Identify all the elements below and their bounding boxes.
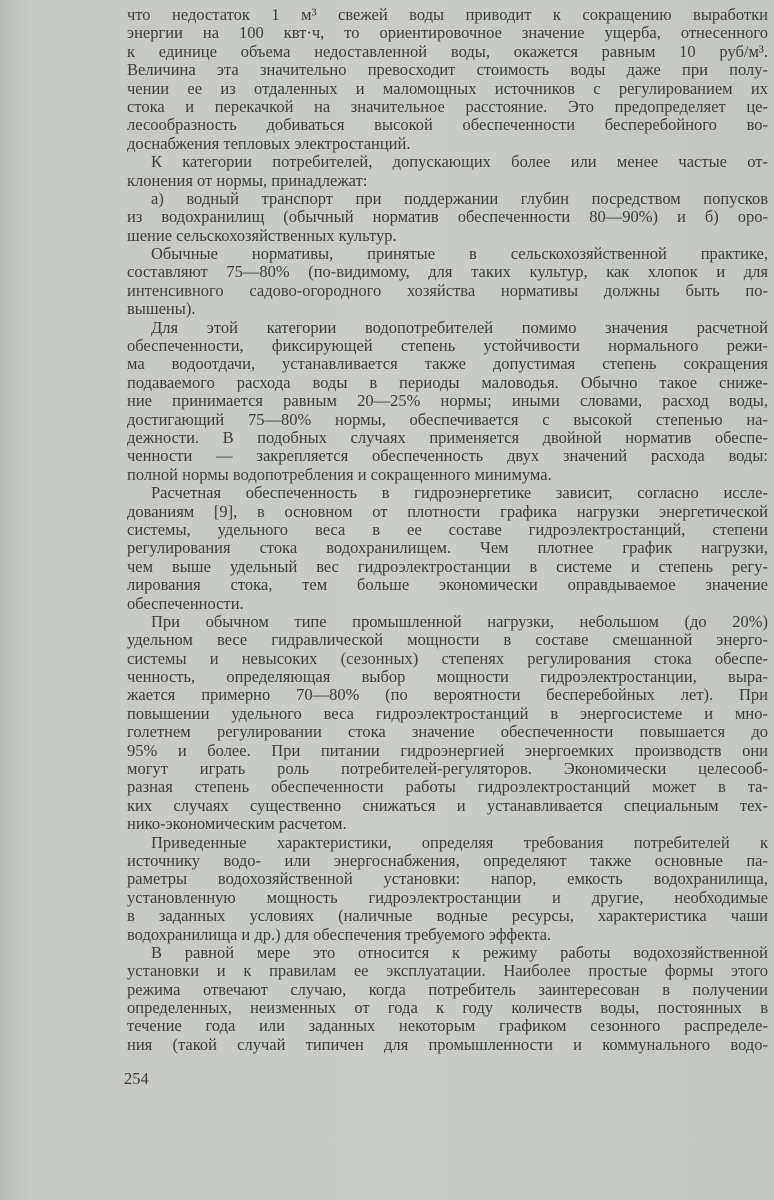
- text-line: ких случаях существенно снижаться и устанавливается специальным тех-: [127, 796, 768, 815]
- text-line: шение сельскохозяйственных культур.: [127, 226, 397, 245]
- text-line: интенсивного садово-огородного хозяйства нормативы должны быть по-: [127, 281, 768, 300]
- text-line: ченности — закрепляется обеспеченность двух значений расхода воды:: [127, 447, 768, 466]
- paragraph: [127, 944, 768, 1054]
- text-line: Для этой категории водопотребителей помимо значения расчетной: [151, 318, 768, 337]
- text-line: вышены).: [127, 300, 196, 319]
- text-line: жается примерно 70—80% (по вероятности бесперебойных лет). При: [127, 686, 768, 705]
- text-line: дованиям [9], в основном от плотности графика нагрузки энергетической: [127, 502, 768, 521]
- text-line: энергии на 100 квт·ч, то ориентировочное значение ущерба, отнесенного: [127, 24, 768, 43]
- text-line: достигающий 75—80% нормы, обеспечивается с высокой степенью на-: [127, 410, 768, 429]
- text-line: нико-экономическим расчетом.: [127, 815, 347, 834]
- text-line: К категории потребителей, допускающих более или менее частые от-: [151, 153, 768, 172]
- paragraph: [127, 834, 768, 944]
- text-line: регулирования стока водохранилищем. Чем плотнее график нагрузки,: [127, 539, 768, 558]
- paragraph: [127, 319, 768, 485]
- text-line: определенных, неизменных от года к году количеств воды, постоянных в: [127, 999, 768, 1018]
- text-line: системы и невысоких (сезонных) степенях регулирования стока обеспе-: [127, 649, 768, 668]
- text-line: могут играть роль потребителей-регуляторов. Экономически целесооб-: [127, 760, 768, 779]
- text-line: дежности. В подобных случаях применяется двойной норматив обеспе-: [127, 428, 768, 447]
- text-line: Величина эта значительно превосходит стоимость воды даже при полу-: [127, 61, 768, 80]
- text-line: течение года или заданных некоторым графиком сезонного распределе-: [127, 1017, 768, 1036]
- text-line: В равной мере это относится к режиму работы водохозяйственной: [151, 943, 768, 962]
- text-line: удельном весе гидравлической мощности в составе смешанной энерго-: [127, 631, 768, 650]
- text-line: источнику водо- или энергоснабжения, определяют также основные па-: [127, 851, 768, 870]
- text-line: установки и к правилам ее эксплуатации. Наиболее простые формы этого: [127, 962, 768, 981]
- text-line: При обычном типе промышленной нагрузки, небольшом (до 20%): [151, 612, 768, 631]
- text-line: раметры водохозяйственной установки: напор, емкость водохранилища,: [127, 870, 768, 889]
- text-line: чении ее из отдаленных и маломощных источников с регулированием их: [127, 79, 768, 98]
- text-line: Расчетная обеспеченность в гидроэнергетике зависит, согласно иссле-: [151, 484, 768, 503]
- text-line: клонения от нормы, принадлежат:: [127, 171, 368, 190]
- text-line: Приведенные характеристики, определяя требования потребителей к: [151, 833, 768, 852]
- text-line: голетнем регулировании стока значение обеспеченности повышается до: [127, 723, 768, 742]
- text-line: ченность, определяющая выбор мощности гидроэлектростанции, выра-: [127, 668, 768, 687]
- paragraph: [127, 190, 768, 245]
- text-line: обеспеченности, фиксирующей степень устойчивости нормального режи-: [127, 337, 768, 356]
- paragraph: [127, 613, 768, 834]
- text-line: в заданных условиях (наличные водные ресурсы, характеристика чаши: [127, 907, 768, 926]
- text-line: системы, удельного веса в ее составе гидроэлектростанций, степени: [127, 520, 768, 539]
- text-line: ние принимается равным 20—25% нормы; иными словами, расход воды,: [127, 392, 768, 411]
- paragraph: [127, 153, 768, 190]
- paragraph: [127, 484, 768, 613]
- text-line: Обычные нормативы, принятые в сельскохозяйственной практике,: [151, 245, 768, 264]
- text-line: составляют 75—80% (по-видимому, для таких культур, как хлопок и для: [127, 263, 768, 282]
- text-line: ма водоотдачи, устанавливается также допустимая степень сокращения: [127, 355, 768, 374]
- text-line: чем выше удельный вес гидроэлектростанции в системе и степень регу-: [127, 557, 768, 576]
- text-line: ния (такой случай типичен для промышленности и коммунального водо-: [127, 1035, 768, 1054]
- page-number: 254: [124, 1069, 149, 1088]
- text-line: стока и перекачкой на значительное расстояние. Это предопределяет це-: [127, 97, 768, 116]
- text-line: повышении удельного веса гидроэлектростанций в энергосистеме и мно-: [127, 704, 768, 723]
- text-line: лирования стока, тем больше экономически оправдываемое значение: [127, 576, 768, 595]
- text-line: водохранилища и др.) для обеспечения требуемого эффекта.: [127, 925, 552, 944]
- text-line: полной нормы водопотребления и сокращенного минимума.: [127, 465, 552, 484]
- text-line: из водохранилищ (обычный норматив обеспеченности 80—90%) и б) оро-: [127, 208, 768, 227]
- text-line: что недостаток 1 м³ свежей воды приводит к сокращению выработки: [127, 6, 768, 24]
- text-line: разная степень обеспеченности работы гидроэлектростанций может в та-: [127, 778, 768, 797]
- paragraph: [127, 6, 768, 153]
- text-line: обеспеченности.: [127, 594, 244, 613]
- text-line: режима отвечают случаю, когда потребитель заинтересован в получении: [127, 980, 768, 999]
- text-line: лесообразность добиваться высокой обеспеченности бесперебойного во-: [127, 116, 768, 135]
- page-body-text: [127, 6, 768, 1054]
- text-line: установленную мощность гидроэлектростанции и другие, необходимые: [127, 888, 768, 907]
- text-line: 95% и более. При питании гидроэнергией энергоемких производств они: [127, 741, 768, 760]
- text-line: а) водный транспорт при поддержании глубин посредством попусков: [151, 189, 768, 208]
- text-line: подаваемого расхода воды в периоды маловодья. Обычно такое сниже-: [127, 373, 768, 392]
- text-line: к единице объема недоставленной воды, окажется равным 10 руб/м³.: [127, 42, 768, 61]
- paragraph: [127, 245, 768, 319]
- text-line: доснабжения тепловых электростанций.: [127, 134, 411, 153]
